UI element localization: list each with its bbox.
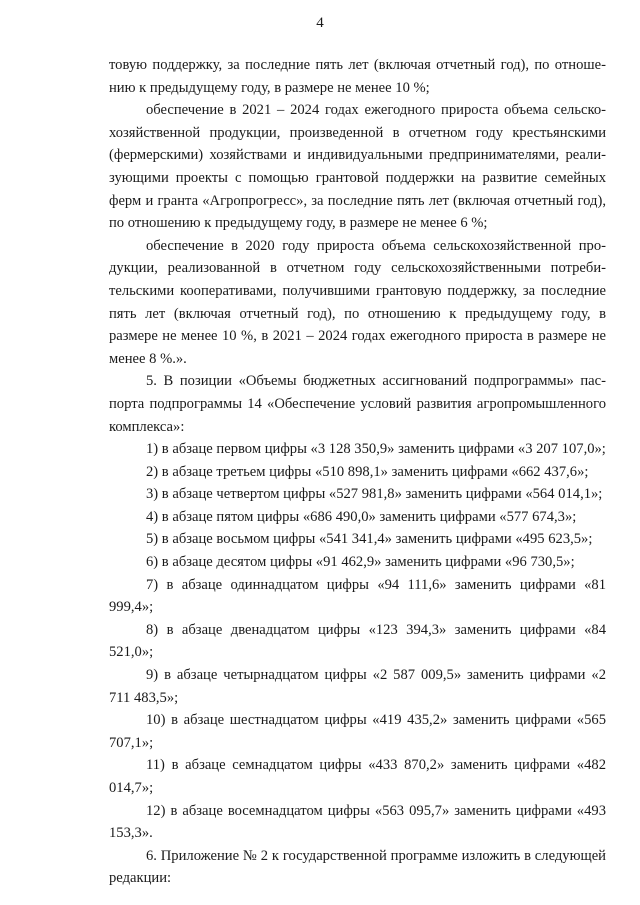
list-item-6: 6) в абзаце десятом цифры «91 462,9» заменить цифрами «96 730,5»; bbox=[146, 554, 575, 571]
list-item-12: 12) в абзаце восемнадцатом цифры «563 095,7» заменить цифрами «493 153,3». bbox=[109, 802, 606, 842]
list-item-8: 8) в абзаце двенадцатом цифры «123 394,3» заменить цифрами «84 521,0»; bbox=[109, 621, 606, 661]
list-item-3: 3) в абзаце четвертом цифры «527 981,8» заменить цифрами «564 014,1»; bbox=[146, 486, 603, 503]
page-number: 4 bbox=[316, 15, 324, 31]
paragraph-item-6: 6. Приложение № 2 к государственной программе изложить в следующей редакции: bbox=[109, 847, 606, 887]
paragraph-farm-growth: обеспечение в 2021 – 2024 годах ежегодного прироста объема сельскохозяйственной продукции, произведенной в отчетном году крестьянскими (фермерскими) хозяйствами и индивидуальными предпринимателями, реализующими проекты с помощью грантовой поддержки на развитие семейных ферм и гранта «Агропрогресс», за последние пять лет (включая отчетный год), по отношению к предыдущему году, в размере не менее 6 %; bbox=[109, 102, 606, 232]
paragraph-cooperative-growth: обеспечение в 2020 году прироста объема сельскохозяйственной продукции, реализованной в отчетном году сельскохозяйственными потребительскими кооперативами, получившими грантовую поддержку, за последние пять лет (включая отчетный год), по отношению к предыдущему году, в размере не менее 10 %, в 2021 – 2024 годах ежегодного прироста в размере не менее 8 %.». bbox=[109, 237, 606, 367]
list-item-10: 10) в абзаце шестнадцатом цифры «419 435,2» заменить цифрами «565 707,1»; bbox=[109, 712, 606, 751]
list-item-4: 4) в абзаце пятом цифры «686 490,0» заменить цифрами «577 674,3»; bbox=[146, 508, 577, 525]
list-item-11: 11) в абзаце семнадцатом цифры «433 870,2» заменить цифрами «482 014,7»; bbox=[109, 757, 606, 796]
list-item-2: 2) в абзаце третьем цифры «510 898,1» заменить цифрами «662 437,6»; bbox=[146, 463, 589, 480]
list-item-7: 7) в абзаце одиннадцатом цифры «94 111,6» заменить цифрами «81 999,4»; bbox=[109, 576, 606, 616]
document-body bbox=[109, 54, 606, 890]
paragraph-continuation: товую поддержку, за последние пять лет (включая отчетный год), по отношению к предыдущему году, в размере не менее 10 %; bbox=[109, 57, 606, 96]
list-item-9: 9) в абзаце четырнадцатом цифры «2 587 009,5» заменить цифрами «2 711 483,5»; bbox=[109, 667, 606, 706]
list-item-1: 1) в абзаце первом цифры «3 128 350,9» заменить цифрами «3 207 107,0»; bbox=[146, 441, 606, 458]
list-item-5: 5) в абзаце восьмом цифры «541 341,4» заменить цифрами «495 623,5»; bbox=[146, 531, 593, 548]
paragraph-item-5: 5. В позиции «Объемы бюджетных ассигнований подпрограммы» паспорта подпрограммы 14 «Обеспечение условий развития агропромышленного комплекса»: bbox=[109, 373, 606, 435]
